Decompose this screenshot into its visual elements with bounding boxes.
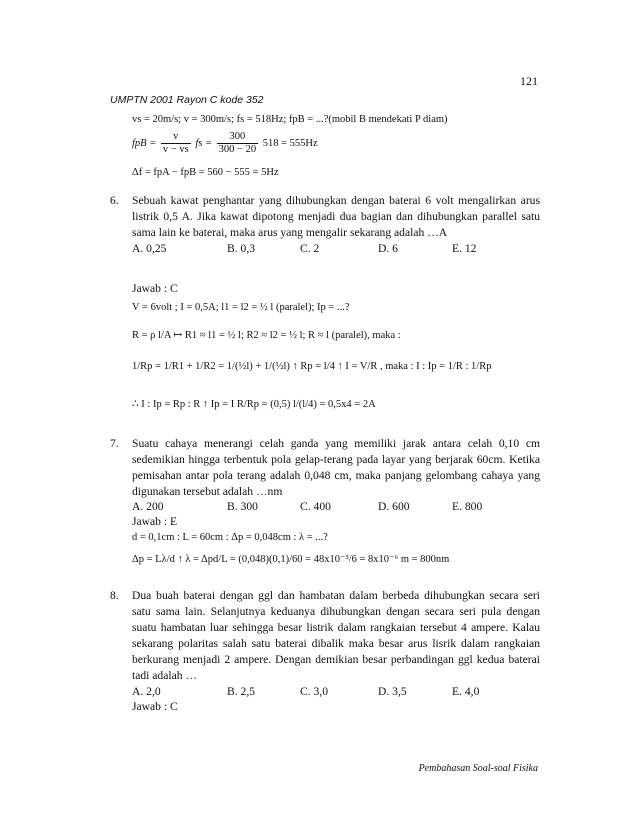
option-b: B. 0,3 — [227, 242, 256, 255]
question-6 — [110, 193, 540, 241]
page-footer: Pembahasan Soal-soal Fisika — [418, 763, 538, 774]
prev-line2-left: fpB = — [132, 137, 157, 149]
prev-solution-line-1: vs = 20m/s; v = 300m/s; fs = 518Hz; fpB = ...?(mobil B mendekati P diam) — [132, 114, 448, 125]
question-7-answer: Jawab : E — [132, 515, 178, 528]
question-8 — [110, 588, 540, 684]
q7-solution-line-1: d = 0,1cm : L = 60cm : Δp = 0,048cm : λ = ...? — [132, 532, 328, 543]
prev-solution-line-2 — [132, 131, 318, 156]
question-6-answer: Jawab : C — [132, 282, 178, 295]
frac-denominator: 300 − 20 — [218, 144, 257, 155]
frac-numerator: v — [161, 131, 191, 144]
question-text: Sebuah kawat penghantar yang dihubungkan dengan baterai 6 volt mengalirkan arus listrik 0,5 A. Jika kawat dipotong menjadi dua bagian dan dihubungkan parallel satu sama lain ke baterai, maka arus yang mengalir sekarang adalah …A — [132, 194, 540, 239]
option-c: C. 2 — [300, 242, 320, 255]
question-8-answer: Jawab : C — [132, 700, 178, 713]
q7-solution-line-2: Δp = Lλ/d ↑ λ = Δpd/L = (0,048)(0,1)/60 = 48x10⁻³/6 = 8x10⁻⁶ m = 800nm — [132, 554, 450, 565]
option-d: D. 3,5 — [378, 685, 407, 698]
prev-line2-right: 518 = 555Hz — [262, 137, 318, 149]
option-d: D. 600 — [378, 500, 410, 513]
question-number: 6. — [110, 194, 119, 207]
question-number: 8. — [110, 589, 119, 602]
q6-solution-line-2: R = ρ l/A ↦ R1 ≈ l1 = ½ l; R2 ≈ l2 = ½ l; R ≈ l (paralel), maka : — [132, 330, 401, 341]
question-text: Suatu cahaya menerangi celah ganda yang memiliki jarak antara celah 0,10 cm sedemikian hingga terbentuk pola gelap-terang pada layar yang berjarak 60cm. Ketika pemisahan antar pola terang adalah 0,048 cm, maka panjang gelombang cahaya yang digunakan tersebut adalah …nm — [132, 437, 540, 498]
option-a: A. 2,0 — [132, 685, 161, 698]
frac-denominator: v − vs — [162, 144, 189, 155]
option-d: D. 6 — [378, 242, 398, 255]
question-number: 7. — [110, 437, 119, 450]
prev-line2-frac1 — [161, 131, 191, 156]
option-c: C. 3,0 — [300, 685, 329, 698]
option-c: C. 400 — [300, 500, 331, 513]
question-7 — [110, 436, 540, 500]
prev-line2-mid: fs = — [195, 137, 213, 149]
option-e: E. 800 — [452, 500, 483, 513]
frac-numerator: 300 — [217, 131, 258, 144]
q6-solution-line-4: ∴ I : Ip = Rp : R ↑ Ip = I R/Rp = (0,5) l/(l/4) = 0,5x4 = 2A — [132, 399, 376, 410]
option-a: A. 0,25 — [132, 242, 167, 255]
page-number: 121 — [520, 74, 538, 88]
option-b: B. 2,5 — [227, 685, 256, 698]
prev-line2-frac2 — [217, 131, 258, 156]
q6-solution-line-1: V = 6volt ; I = 0,5A; l1 = l2 = ½ l (paralel); Ip = ...? — [132, 302, 350, 313]
option-a: A. 200 — [132, 500, 164, 513]
page-header: UMPTN 2001 Rayon C kode 352 — [110, 94, 264, 106]
option-e: E. 4,0 — [452, 685, 480, 698]
prev-solution-line-3: Δf = fpA − fpB = 560 − 555 = 5Hz — [132, 167, 279, 178]
q6-solution-line-3: 1/Rp = 1/R1 + 1/R2 = 1/(½l) + 1/(½l) ↑ Rp = l/4 ↑ I = V/R , maka : I : Ip = 1/R : 1/Rp — [132, 361, 492, 372]
option-b: B. 300 — [227, 500, 258, 513]
question-text: Dua buah baterai dengan ggl dan hambatan dalam berbeda dihubungkan secara seri satu sama lain. Selanjutnya keduanya dihubungkan dengan secara seri pula dengan suatu hambatan luar sehingga besar listrik dalam rangkaian tersebut 4 ampere. Kalau sekarang polaritas salah satu baterai dibalik maka besar arus lisrik dalam rangkaian berkurang menjadi 2 ampere. Dengan demikian besar perbandingan ggl kedua baterai tadi adalah … — [132, 589, 540, 682]
option-e: E. 12 — [452, 242, 477, 255]
